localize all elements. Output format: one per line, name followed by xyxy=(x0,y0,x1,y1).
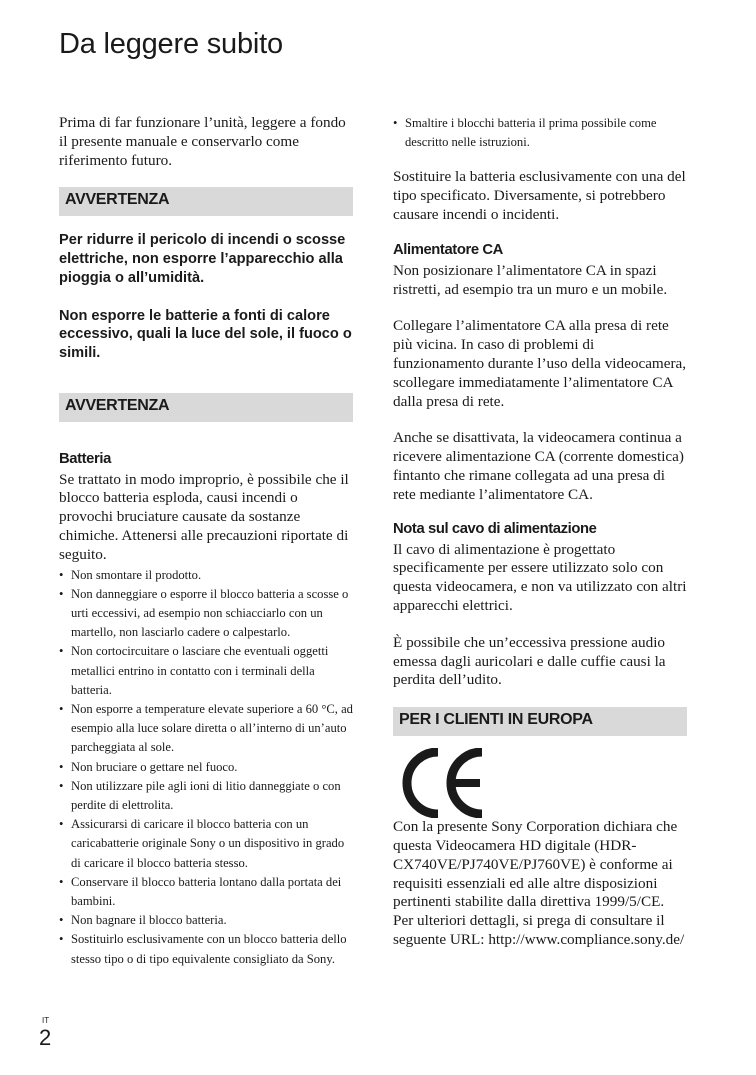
list-item: • Non bruciare o gettare nel fuoco. xyxy=(59,758,353,777)
warning-text-1: Per ridurre il pericolo di incendi o scosse elettriche, non esporre l’apparecchio alla pioggia o all’umidità. xyxy=(59,232,346,286)
replace-battery-text: Sostituire la batteria esclusivamente con una del tipo specificato. Diversamente, si potrebbero causare incendi o incidenti. xyxy=(393,168,686,223)
ce-mark-icon xyxy=(394,748,687,818)
battery-bullet-list xyxy=(59,566,353,969)
europe-banner: PER I CLIENTI IN EUROPA xyxy=(393,707,687,736)
list-item: • Non bagnare il blocco batteria. xyxy=(59,911,353,930)
warning-banner-2: AVVERTENZA xyxy=(59,393,353,422)
power-cord-text: Il cavo di alimentazione è progettato specificamente per essere utilizzato solo con questa videocamera, e non va utilizzato con altri apparecchi elettrici. xyxy=(393,540,687,614)
list-item: • Non utilizzare pile agli ioni di litio danneggiate o con perdite di elettrolita. xyxy=(59,777,353,815)
page-number: 2 xyxy=(39,1025,52,1050)
page-title: Da leggere subito xyxy=(59,28,283,60)
ac-adaptor-text-3: Anche se disattivata, la videocamera continua a ricevere alimentazione CA (corrente domestica) fintanto che rimane collegata ad una presa di rete mediante l’alimentatore CA. xyxy=(393,429,684,503)
audio-warning-text: È possibile che un’eccessiva pressione audio emessa dagli auricolari e dalle cuffie causi la perdita dell’udito. xyxy=(393,633,666,689)
power-cord-heading: Nota sul cavo di alimentazione xyxy=(393,520,597,537)
left-column xyxy=(59,114,353,969)
battery-heading: Batteria xyxy=(59,450,111,467)
warning-banner-1: AVVERTENZA xyxy=(59,187,353,216)
list-item: • Sostituirlo esclusivamente con un blocco batteria dello stesso tipo o di tipo equivalente consigliato da Sony. xyxy=(59,930,353,968)
list-item: • Non esporre a temperature elevate superiore a 60 °C, ad esempio alla luce solare diretta o all’interno di un’auto parcheggiata al sole. xyxy=(59,700,353,758)
list-item: • Non smontare il prodotto. xyxy=(59,566,353,585)
right-column xyxy=(393,114,687,950)
list-item: • Conservare il blocco batteria lontano dalla portata dei bambini. xyxy=(59,873,353,911)
page-language: IT xyxy=(42,1016,50,1025)
intro-text: Prima di far funzionare l’unità, leggere a fondo il presente manuale e conservarlo come riferimento futuro. xyxy=(59,114,346,169)
ac-adaptor-heading: Alimentatore CA xyxy=(393,241,503,258)
conformity-text: Con la presente Sony Corporation dichiara che questa Videocamera HD digitale (HDR-CX740VE/PJ740VE/PJ760VE) è conforme ai requisiti essenziali ed alle altre disposizioni pertinenti stabilite dalla direttiva 1999/5/CE. Per ulteriori dettagli, si prega di consultare il seguente URL: http://www.compliance.sony.de/ xyxy=(393,818,685,948)
ac-adaptor-text-1: Non posizionare l’alimentatore CA in spazi ristretti, ad esempio tra un muro e un mobile. xyxy=(393,261,668,298)
ac-adaptor-text-2: Collegare l’alimentatore CA alla presa di rete più vicina. In caso di problemi di funzionamento durante l’uso della videocamera, scollegare immediatamente l’alimentatore CA dalla presa di rete. xyxy=(393,317,687,410)
warning-text-2: Non esporre le batterie a fonti di calore eccessivo, quali la luce del sole, il fuoco o simili. xyxy=(59,307,352,361)
battery-text: Se trattato in modo improprio, è possibile che il blocco batteria esploda, causi incendi o provochi bruciature causate da sostanze chimiche. Attenersi alle precauzioni riportate di seguito. xyxy=(59,470,349,563)
list-item: • Non danneggiare o esporre il blocco batteria a scosse o urti eccessivi, ad esempio non schiacciarlo con un martello, non lasciarlo cadere o calpestarlo. xyxy=(59,585,353,643)
list-item: • Assicurarsi di caricare il blocco batteria con un caricabatterie originale Sony o un dispositivo in grado di caricare il blocco batteria stesso. xyxy=(59,815,353,873)
disposal-bullet-list xyxy=(393,114,687,152)
list-item: • Non cortocircuitare o lasciare che eventuali oggetti metallici entrino in contatto con i terminali della batteria. xyxy=(59,642,353,700)
list-item: • Smaltire i blocchi batteria il prima possibile come descritto nelle istruzioni. xyxy=(393,114,687,152)
